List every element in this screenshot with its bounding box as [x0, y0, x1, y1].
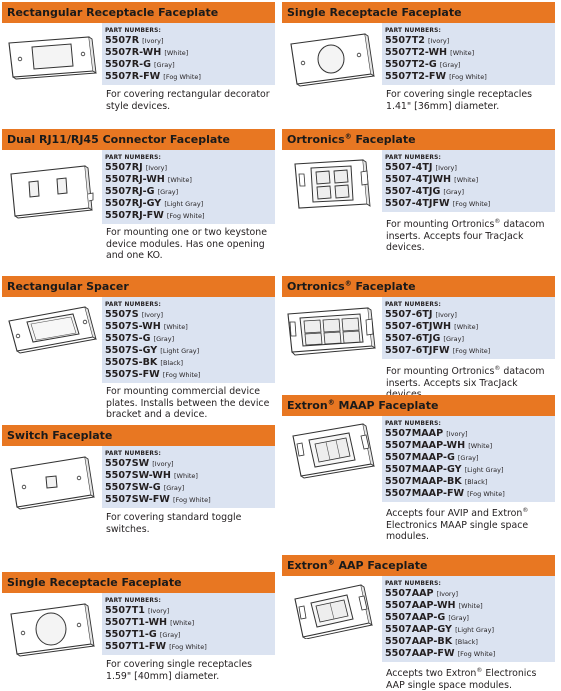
part-color: [Ivory] [142, 37, 164, 45]
part-number-row [385, 612, 555, 624]
card-description: For covering single receptacles 1.41" [36mm] diameter. [386, 89, 533, 112]
registered-mark: ® [327, 398, 335, 407]
part-numbers-panel [382, 297, 555, 359]
part-number-row [385, 333, 555, 345]
part-color: [Light Gray] [464, 466, 504, 474]
part-color: [White] [454, 176, 479, 184]
part-code: 5507SW [105, 458, 150, 469]
part-color: [Gray] [163, 484, 185, 492]
part-code: 5507R-FW [105, 71, 161, 82]
part-color: [White] [458, 602, 483, 610]
part-numbers-label: PART NUMBERS: [105, 300, 162, 308]
part-number-row [105, 369, 275, 381]
part-number-row [105, 210, 275, 222]
part-color: [Gray] [443, 335, 465, 343]
part-color: [White] [164, 49, 189, 57]
card-title: Single Receptacle Faceplate [2, 572, 275, 593]
part-number-row [385, 345, 555, 357]
card-description: For mounting Ortronics® datacom inserts. Accepts four TracJack devices. [386, 218, 545, 254]
card-switch-faceplate [2, 425, 275, 535]
product-image [282, 579, 380, 643]
part-color: [Black] [455, 638, 478, 646]
dual-rj-faceplate-icon [5, 160, 97, 220]
part-code: 5507T1-WH [105, 617, 168, 628]
registered-mark: ® [344, 132, 352, 141]
part-color: [Fog White] [457, 650, 496, 658]
part-number-row [105, 605, 275, 617]
product-image [282, 300, 380, 364]
part-code: 5507RJ-WH [105, 174, 165, 185]
card-title: Extron® AAP Faceplate [282, 555, 555, 576]
part-color: [White] [167, 176, 192, 184]
part-color: [Ivory] [152, 460, 174, 468]
product-image [282, 26, 380, 92]
part-numbers-panel [382, 23, 555, 85]
part-code: 5507-4TJFW [385, 198, 450, 209]
registered-mark: ® [494, 218, 501, 225]
registered-mark: ® [344, 279, 352, 288]
part-color: [Ivory] [435, 164, 457, 172]
part-color: [Fog White] [449, 73, 487, 81]
part-color: [Ivory] [436, 590, 458, 598]
part-code: 5507MAAP-FW [385, 488, 465, 499]
part-numbers-label: PART NUMBERS: [385, 579, 442, 587]
part-code: 5507-4TJ [385, 162, 433, 173]
registered-mark: ® [494, 365, 501, 372]
part-code: 5507R-G [105, 59, 151, 70]
part-code: 5507S-G [105, 333, 151, 344]
product-image [2, 596, 100, 662]
part-code: 5507T2-G [385, 59, 437, 70]
part-number-row [105, 186, 275, 198]
part-color: [Fog White] [172, 496, 211, 504]
part-color: [Gray] [159, 631, 181, 639]
part-numbers-label: PART NUMBERS: [105, 153, 162, 161]
part-number-row [105, 321, 275, 333]
part-color: [Light Gray] [160, 347, 200, 355]
part-code: 5507-6TJFW [385, 345, 450, 356]
part-color: [Fog White] [163, 73, 201, 81]
part-number-row [385, 428, 555, 440]
part-color: [Fog White] [162, 371, 201, 379]
part-color: [Gray] [443, 188, 465, 196]
part-number-row [105, 494, 275, 506]
card-description: For covering single receptacles 1.59" [40mm] diameter. [106, 659, 253, 682]
product-image [2, 449, 100, 515]
part-number-row [105, 617, 275, 629]
part-code: 5507T2 [385, 35, 425, 46]
product-image [282, 153, 380, 217]
part-color: [Black] [464, 478, 488, 486]
part-code: 5507-6TJWH [385, 321, 452, 332]
card-single-receptacle-faceplate-t1 [2, 572, 275, 682]
part-number-row [105, 357, 275, 369]
part-color: [Fog White] [452, 347, 491, 355]
part-color: [Gray] [153, 335, 175, 343]
part-color: [Ivory] [446, 430, 468, 438]
part-code: 5507SW-G [105, 482, 161, 493]
part-color: [Ivory] [147, 607, 170, 615]
ortronics-6-faceplate-icon [284, 306, 378, 358]
part-code: 5507-4TJWH [385, 174, 452, 185]
part-number-row [105, 198, 275, 210]
card-description: For mounting commercial device plates. Installs between the device bracket and a device. [106, 386, 270, 420]
card-single-receptacle-faceplate-t2 [282, 2, 555, 112]
card-description: Accepts two Extron® Electronics AAP single space modules. [386, 667, 537, 691]
part-numbers-panel [102, 23, 275, 85]
card-title: Ortronics® Faceplate [282, 129, 555, 150]
part-code: 5507AAP-WH [385, 600, 456, 611]
part-code: 5507RJ-G [105, 186, 155, 197]
part-number-row [385, 198, 555, 210]
part-number-row [385, 71, 555, 83]
part-number-row [105, 174, 275, 186]
part-number-row [385, 636, 555, 648]
part-code: 5507MAAP [385, 428, 444, 439]
part-color: [Gray] [157, 188, 179, 196]
part-color: [White] [468, 442, 493, 450]
part-color: [Fog White] [166, 212, 205, 220]
card-title: Dual RJ11/RJ45 Connector Faceplate [2, 129, 275, 150]
part-numbers-panel [102, 297, 275, 383]
part-number-row [105, 629, 275, 641]
part-number-row [105, 345, 275, 357]
part-color: [White] [174, 472, 198, 480]
part-code: 5507MAAP-G [385, 452, 455, 463]
part-code: 5507AAP [385, 588, 434, 599]
part-number-row [105, 71, 275, 83]
part-number-row [105, 162, 275, 174]
part-number-row [385, 476, 555, 488]
part-numbers-label: PART NUMBERS: [385, 300, 442, 308]
part-code: 5507T1 [105, 605, 145, 616]
part-code: 5507RJ-GY [105, 198, 162, 209]
card-description: For covering standard toggle switches. [106, 512, 242, 535]
extron-maap-faceplate-icon [285, 422, 377, 480]
part-color: [Fog White] [467, 490, 505, 498]
extron-aap-faceplate-icon [285, 583, 377, 639]
part-number-row [385, 452, 555, 464]
part-code: 5507-4TJG [385, 186, 441, 197]
part-number-row [385, 162, 555, 174]
part-code: 5507-6TJG [385, 333, 441, 344]
part-number-row [385, 648, 555, 660]
single-receptacle-faceplate-icon [285, 30, 377, 88]
part-color: [White] [163, 323, 188, 331]
single-receptacle-faceplate-icon [5, 600, 97, 658]
part-code: 5507S-GY [105, 345, 158, 356]
registered-mark: ® [522, 507, 529, 514]
part-numbers-label: PART NUMBERS: [105, 449, 162, 457]
part-numbers-label: PART NUMBERS: [385, 419, 442, 427]
product-image [2, 153, 100, 227]
product-image [2, 26, 100, 88]
part-numbers-panel [382, 150, 555, 212]
part-number-row [105, 35, 275, 47]
part-code: 5507RJ [105, 162, 143, 173]
part-number-row [385, 488, 555, 500]
part-numbers-label: PART NUMBERS: [105, 26, 162, 34]
rectangular-spacer-icon [5, 305, 97, 355]
ortronics-4-faceplate-icon [285, 158, 377, 212]
part-code: 5507S-WH [105, 321, 161, 332]
card-extron-aap-faceplate [282, 555, 555, 691]
product-image [2, 300, 100, 360]
part-code: 5507S-BK [105, 357, 158, 368]
part-number-row [385, 59, 555, 71]
part-code: 5507T2-WH [385, 47, 448, 58]
card-rectangular-receptacle-faceplate [2, 2, 275, 112]
part-number-row [385, 440, 555, 452]
part-number-row [385, 309, 555, 321]
card-ortronics-faceplate-6tj [282, 276, 555, 389]
part-color: [Ivory] [435, 311, 457, 319]
part-color: [Ivory] [427, 37, 450, 45]
part-code: 5507SW-FW [105, 494, 170, 505]
part-color: [Light Gray] [455, 626, 494, 634]
part-color: [White] [454, 323, 479, 331]
part-code: 5507R-WH [105, 47, 162, 58]
card-extron-maap-faceplate [282, 395, 555, 543]
part-code: 5507R [105, 35, 140, 46]
part-numbers-label: PART NUMBERS: [385, 153, 442, 161]
card-title: Rectangular Spacer [2, 276, 275, 297]
part-number-row [385, 35, 555, 47]
part-code: 5507-6TJ [385, 309, 433, 320]
part-number-row [105, 458, 275, 470]
part-number-row [385, 588, 555, 600]
card-title: Rectangular Receptacle Faceplate [2, 2, 275, 23]
part-color: [White] [170, 619, 195, 627]
part-numbers-label: PART NUMBERS: [105, 596, 162, 604]
part-number-row [385, 321, 555, 333]
part-code: 5507T1-G [105, 629, 157, 640]
part-code: 5507RJ-FW [105, 210, 164, 221]
part-number-row [385, 600, 555, 612]
card-title: Extron® MAAP Faceplate [282, 395, 555, 416]
part-color: [Ivory] [145, 164, 168, 172]
part-color: [White] [450, 49, 475, 57]
card-description: For mounting Ortronics® datacom inserts. Accepts six TracJack [386, 365, 545, 389]
card-title: Single Receptacle Faceplate [282, 2, 555, 23]
part-number-row [385, 47, 555, 59]
card-ortronics-faceplate-4tj [282, 129, 555, 254]
part-color: [Gray] [448, 614, 469, 622]
part-color: [Gray] [457, 454, 479, 462]
part-numbers-panel [102, 593, 275, 655]
part-numbers-panel [382, 576, 555, 662]
part-number-row [105, 641, 275, 653]
part-code: 5507AAP-BK [385, 636, 453, 647]
part-number-row [385, 174, 555, 186]
part-color: [Gray] [439, 61, 461, 69]
part-number-row [385, 186, 555, 198]
part-code: 5507MAAP-GY [385, 464, 462, 475]
part-color: [Gray] [154, 61, 175, 69]
part-number-row [105, 333, 275, 345]
part-code: 5507SW-WH [105, 470, 171, 481]
part-code: 5507AAP-FW [385, 648, 455, 659]
part-numbers-panel [382, 416, 555, 502]
switch-faceplate-icon [5, 453, 97, 511]
registered-mark: ® [327, 558, 335, 567]
card-title: Switch Faceplate [2, 425, 275, 446]
part-color: [Fog White] [452, 200, 491, 208]
part-color: [Black] [160, 359, 184, 367]
part-code: 5507AAP-GY [385, 624, 453, 635]
part-number-row [105, 470, 275, 482]
product-image [282, 419, 380, 483]
part-code: 5507MAAP-WH [385, 440, 466, 451]
part-code: 5507S-FW [105, 369, 160, 380]
part-code: 5507T2-FW [385, 71, 447, 82]
part-number-row [385, 624, 555, 636]
part-color: [Fog White] [169, 643, 207, 651]
part-numbers-panel [102, 150, 275, 224]
rectangular-receptacle-faceplate-icon [5, 33, 97, 81]
card-rectangular-spacer [2, 276, 275, 420]
part-number-row [105, 309, 275, 321]
part-code: 5507AAP-G [385, 612, 446, 623]
part-number-row [385, 464, 555, 476]
part-code: 5507MAAP-BK [385, 476, 462, 487]
registered-mark: ® [476, 667, 483, 674]
card-description: For mounting one or two keystone device modules. Has one opening and one KO. [106, 227, 268, 261]
card-description: Accepts four AVIP and Extron® Electronics MAAP single space modules. [386, 507, 529, 543]
part-number-row [105, 47, 275, 59]
card-dual-rj-connector-faceplate [2, 129, 275, 261]
part-color: [Light Gray] [164, 200, 204, 208]
part-code: 5507S [105, 309, 139, 320]
part-number-row [105, 59, 275, 71]
card-description: For covering rectangular decorator style devices. [106, 89, 270, 112]
part-number-row [105, 482, 275, 494]
part-numbers-label: PART NUMBERS: [385, 26, 442, 34]
part-code: 5507T1-FW [105, 641, 167, 652]
card-title: Ortronics® Faceplate [282, 276, 555, 297]
part-numbers-panel [102, 446, 275, 508]
part-color: [Ivory] [141, 311, 164, 319]
